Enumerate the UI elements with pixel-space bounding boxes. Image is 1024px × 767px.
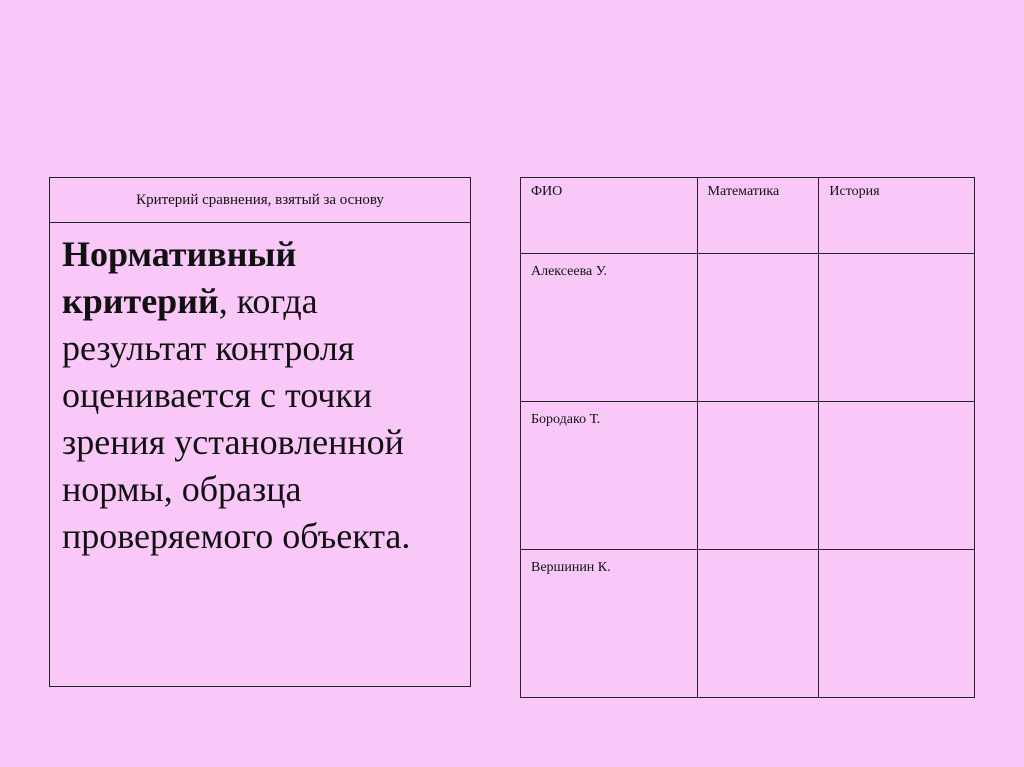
criterion-definition: , когда результат контроля оценивается с точки зрения установленной нормы, образца проверяемого объекта. (62, 281, 411, 556)
criterion-term: Нормативный критерий (62, 234, 297, 321)
table-row (521, 550, 975, 698)
criterion-header: Критерий сравнения, взятый за основу (50, 178, 470, 223)
criterion-description (50, 223, 470, 560)
criterion-box (49, 177, 471, 687)
header-history: История (819, 178, 975, 254)
student-name: Алексеева У. (521, 254, 698, 402)
header-fio: ФИО (521, 178, 698, 254)
history-cell (819, 254, 975, 402)
table-header-row (521, 178, 975, 254)
math-cell (697, 550, 819, 698)
header-math: Математика (697, 178, 819, 254)
math-cell (697, 254, 819, 402)
math-cell (697, 402, 819, 550)
student-name: Вершинин К. (521, 550, 698, 698)
table-row (521, 254, 975, 402)
history-cell (819, 402, 975, 550)
table-row (521, 402, 975, 550)
student-name: Бородако Т. (521, 402, 698, 550)
history-cell (819, 550, 975, 698)
students-table (520, 177, 975, 698)
